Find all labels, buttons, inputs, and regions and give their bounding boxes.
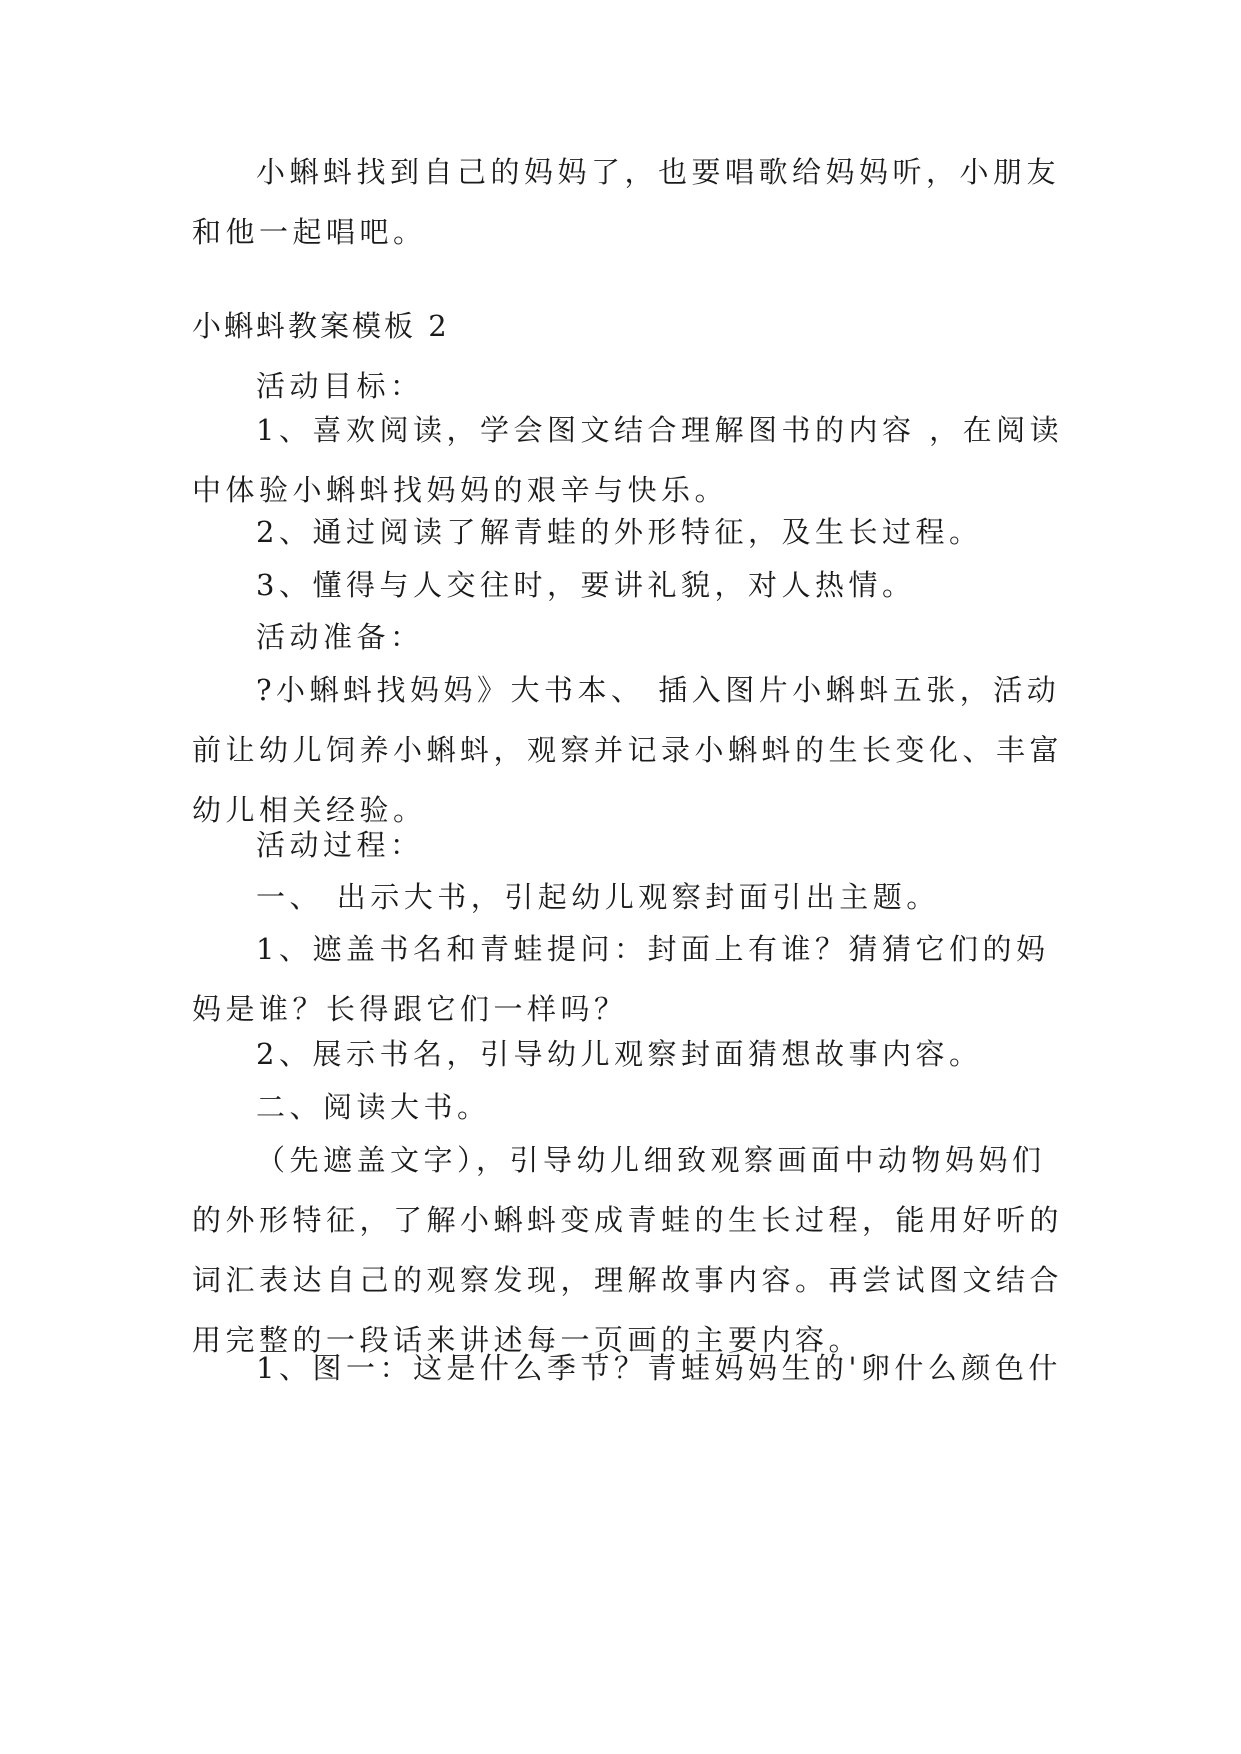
paragraph-step-one-2: 2、展示书名，引导幼儿观察封面猜想故事内容。 [256,1037,983,1071]
paragraph-step-two-detail: （先遮盖文字），引导幼儿细致观察画面中动物妈妈们的外形特征，了解小蝌蚪变成青蛙的生长过程，能用好听的词汇表达自己的观察发现，理解故事内容。再尝试图文结合用完整的一段话来讲述每一页画的主要内容。 [192,1143,1064,1357]
paragraph-goal-1: 1、喜欢阅读，学会图文结合理解图书的内容 ，在阅读中体验小蝌蚪找妈妈的艰辛与快乐。 [192,413,1064,507]
section-title: 小蝌蚪教案模板 2 [192,309,450,343]
paragraph-goal-3: 3、懂得与人交往时，要讲礼貌，对人热情。 [256,568,916,602]
paragraph-step-one-1: 1、遮盖书名和青蛙提问：封面上有谁？猜猜它们的妈妈是谁？长得跟它们一样吗？ [192,932,1050,1026]
paragraph-prep-detail: ?小蝌蚪找妈妈》大书本、 插入图片小蝌蚪五张，活动前让幼儿饲养小蝌蚪，观察并记录小蝌蚪的生长变化、丰富幼儿相关经验。 [192,673,1064,827]
paragraph-step-one: 一、 出示大书，引起幼儿观察封面引出主题。 [256,880,940,914]
paragraph-activity-goals: 活动目标： [256,369,424,403]
paragraph-closing: 小蝌蚪找到自己的妈妈了，也要唱歌给妈妈听，小朋友和他一起唱吧。 [192,155,1061,249]
paragraph-goal-2: 2、通过阅读了解青蛙的外形特征，及生长过程。 [256,515,983,549]
paragraph-activity-process: 活动过程： [256,828,424,862]
paragraph-activity-prep: 活动准备： [256,620,424,654]
paragraph-step-two: 二、阅读大书。 [256,1090,491,1124]
paragraph-figure-1: 1、图一：这是什么季节？青蛙妈妈生的'卵什么颜色什 [256,1351,1062,1385]
